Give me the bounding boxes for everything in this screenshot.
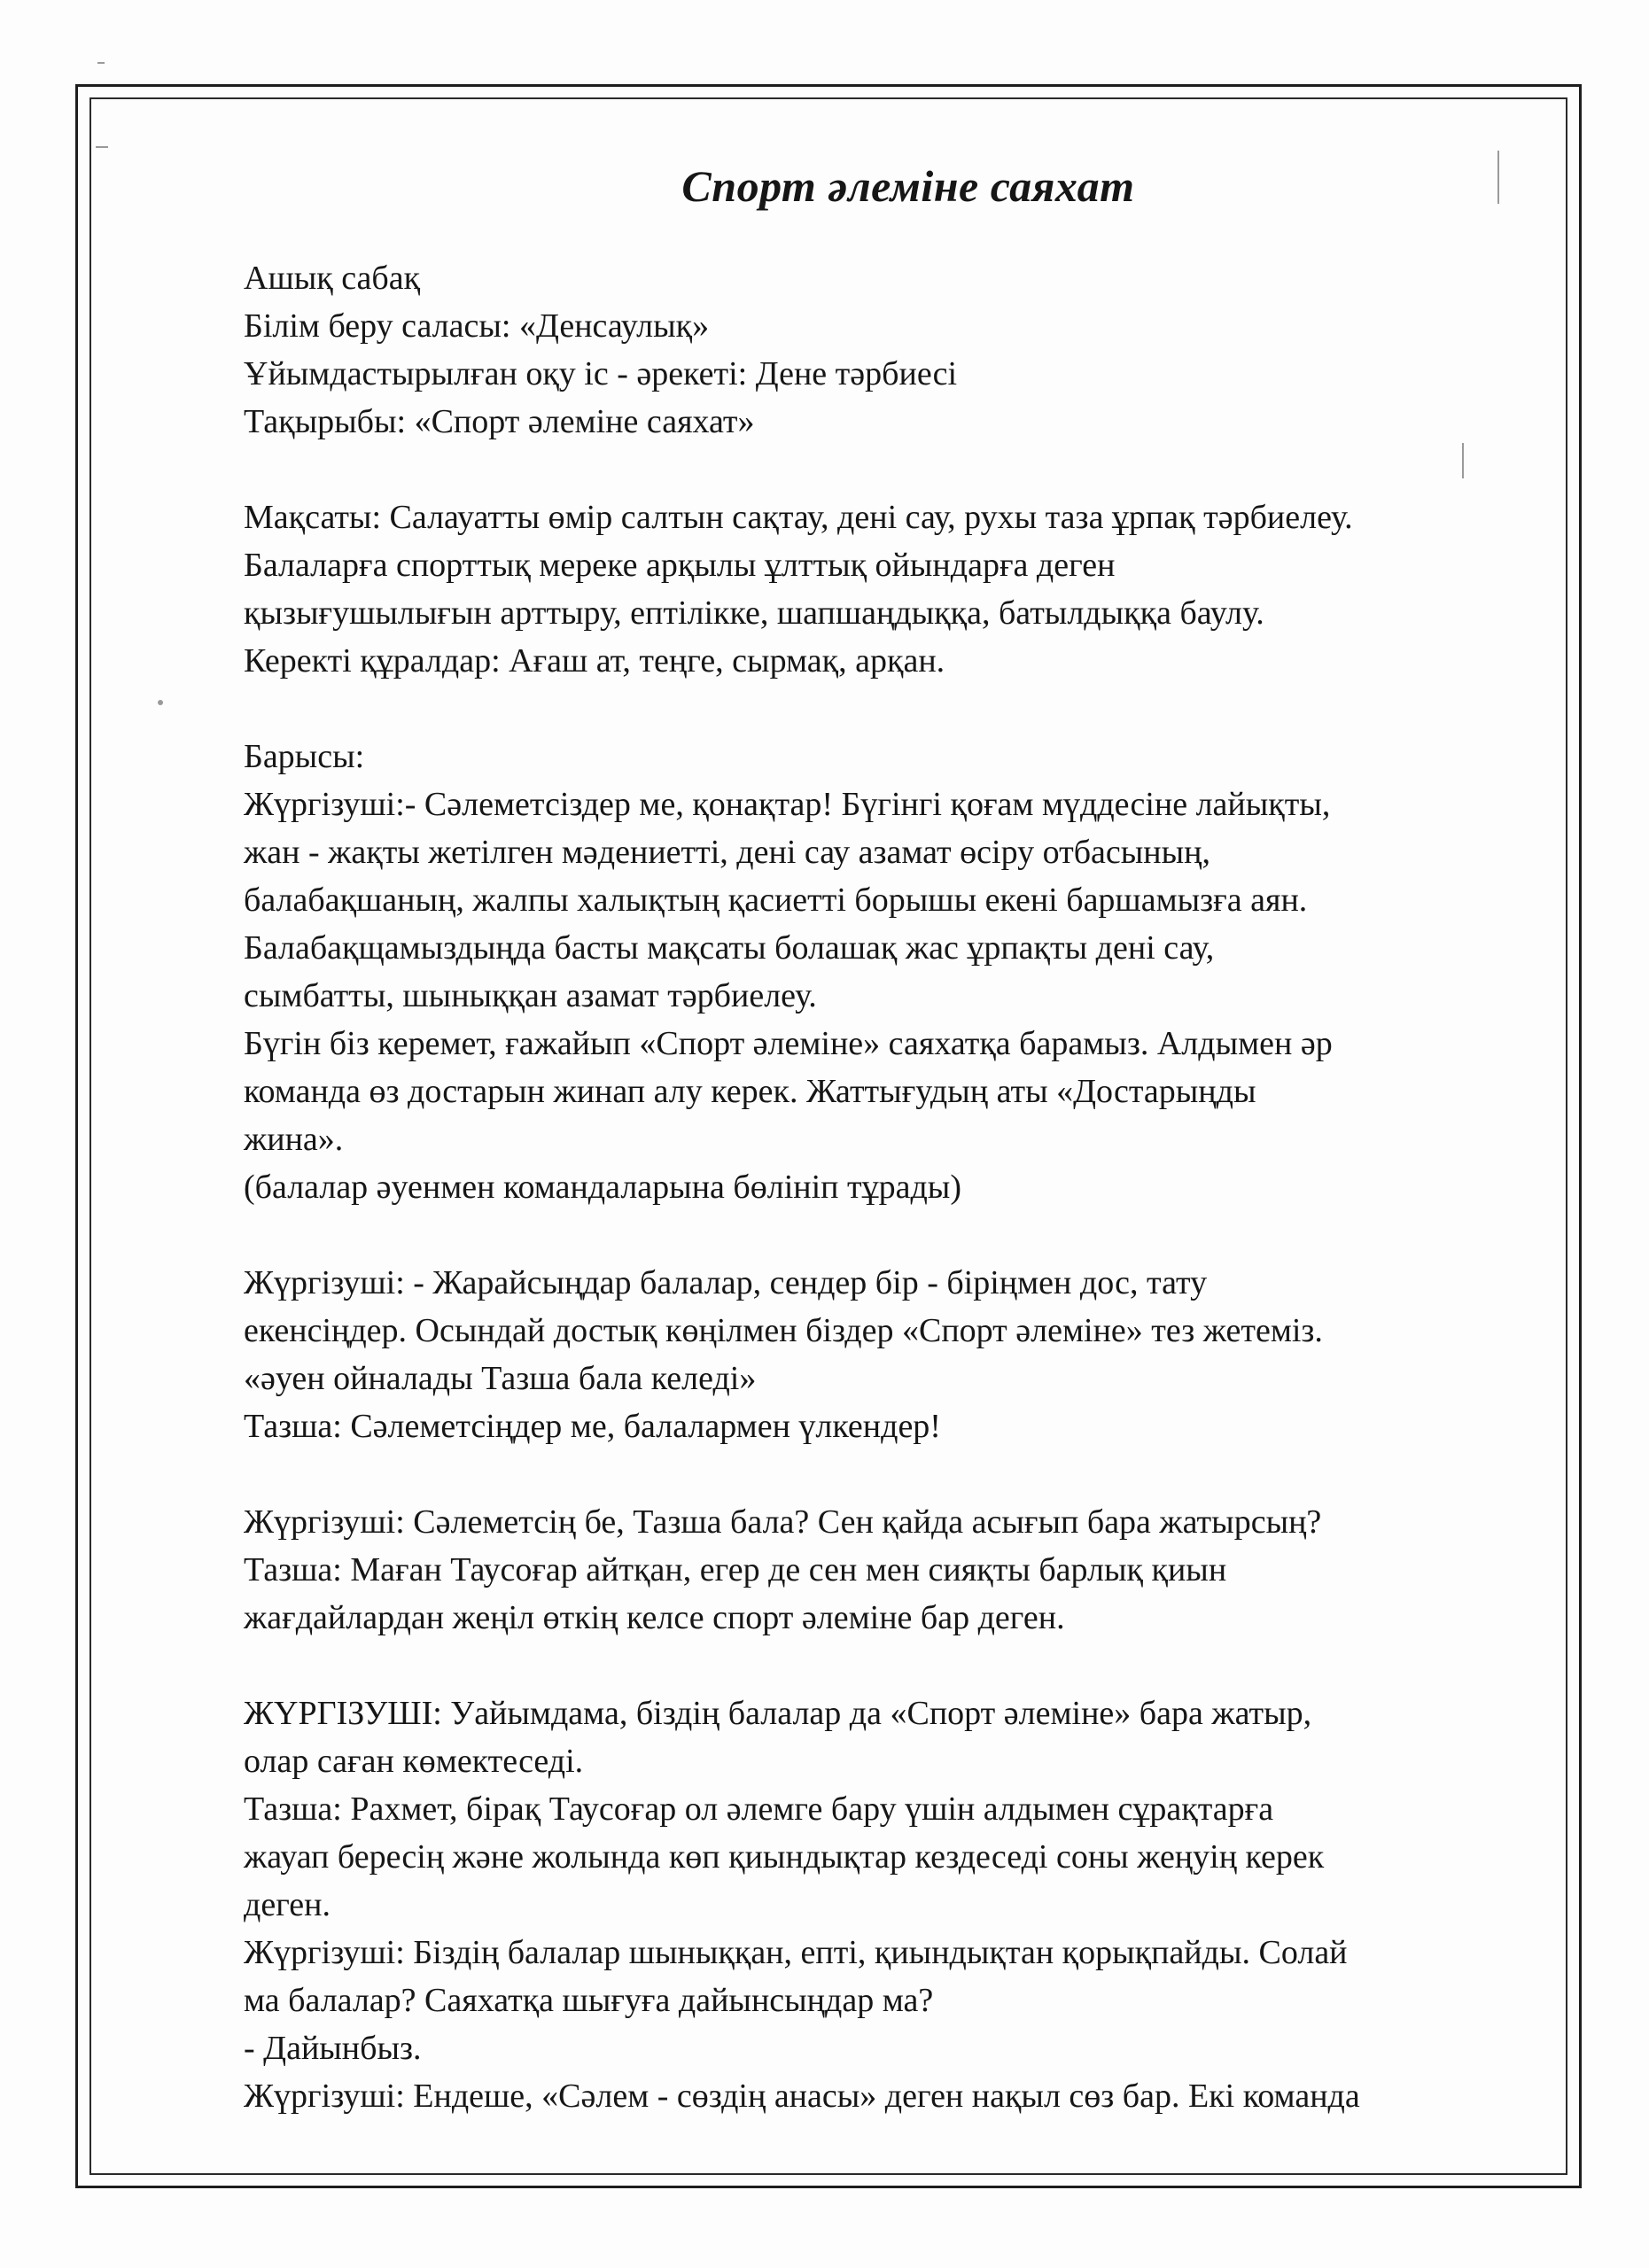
text-line: екенсіңдер. Осындай достық көңілмен біздер «Спорт әлеміне» тез жетеміз. (244, 1312, 1323, 1349)
text-line: ма балалар? Саяхатқа шығуға дайынсыңдар ма? (244, 1982, 934, 2019)
dialogue-paragraph (244, 1259, 1537, 1450)
text-line: жан - жақты жетілген мәдениетті, дені сау азамат өсіру отбасының, (244, 834, 1210, 871)
text-line: Тазша: Маған Таусоғар айтқан, егер де сен мен сияқты барлық қиын (244, 1551, 1227, 1588)
text-line: - Дайынбыз. (244, 2030, 422, 2067)
text-line: Мақсаты: Салауатты өмір салтын сақтау, дені сау, рухы таза ұрпақ тәрбиелеу. (244, 499, 1353, 536)
text-line: (балалар әуенмен командаларына бөлініп тұрады) (244, 1169, 961, 1206)
scan-artifact (97, 62, 105, 64)
text-line: балабақшаның, жалпы халықтың қасиетті борышы екені баршамызға аян. (244, 882, 1308, 919)
text-line: Жүргізуші:- Сәлеметсіздер ме, қонақтар! Бүгінгі қоғам мүддесіне лайықты, (244, 786, 1331, 823)
text-line: Білім беру саласы: «Денсаулық» (244, 307, 710, 345)
scan-artifact (158, 700, 163, 705)
text-line: Ұйымдастырылған оқу іс - әрекеті: Дене тәрбиесі (244, 355, 958, 392)
intro-paragraph (244, 254, 1537, 446)
text-line: Балабақщамыздыңда басты мақсаты болашақ жас ұрпақты дені сау, (244, 929, 1215, 967)
text-line: Тазша: Сәлеметсіңдер ме, балалармен үлкендер! (244, 1408, 941, 1445)
text-line: команда өз достарын жинап алу керек. Жаттығудың аты «Достарыңды (244, 1073, 1256, 1110)
dialogue-paragraph (244, 1498, 1537, 1642)
text-line: олар саған көмектеседі. (244, 1743, 584, 1780)
text-line: сымбатты, шыныққан азамат тәрбиелеу. (244, 977, 817, 1014)
text-line: жина». (244, 1121, 344, 1158)
text-line: Ашық сабақ (244, 260, 421, 297)
text-line: Бүгін біз керемет, ғажайып «Спорт әлеміне» саяхатқа барамыз. Алдымен әр (244, 1025, 1333, 1062)
document-title: Спорт әлеміне саяхат (681, 161, 1135, 211)
text-line: Тазша: Рахмет, бірақ Таусоғар ол әлемге бару үшін алдымен сұрақтарға (244, 1790, 1274, 1828)
text-line: Керекті құралдар: Ағаш ат, теңге, сырмақ, арқан. (244, 642, 945, 680)
text-line: қызығушылығын арттыру, ептілікке, шапшаңдыққа, батылдыққа баулу. (244, 594, 1264, 632)
text-line: Жүргізуші: Біздің балалар шыныққан, епті, қиындықтан қорықпайды. Солай (244, 1934, 1348, 1971)
text-line: жауап бересің және жолында көп қиындықтар кездеседі соны жеңуің керек (244, 1838, 1325, 1876)
text-line: Барысы: (244, 738, 365, 775)
text-line: Тақырыбы: «Спорт әлеміне саяхат» (244, 403, 755, 440)
document-body (244, 155, 1537, 2120)
goals-paragraph (244, 493, 1537, 685)
text-line: Балаларға спорттық мереке арқылы ұлттық ойындарға деген (244, 547, 1116, 584)
text-line: Жүргізуші: - Жарайсыңдар балалар, сендер бір - біріңмен дос, тату (244, 1264, 1208, 1301)
text-line: «әуен ойналады Тазша бала келеді» (244, 1360, 757, 1397)
text-line: ЖҮРГІЗУШІ: Уайымдама, біздің балалар да «Спорт әлеміне» бара жатыр, (244, 1695, 1312, 1732)
text-line: жағдайлардан жеңіл өткің келсе спорт әлеміне бар деген. (244, 1599, 1065, 1636)
text-line: деген. (244, 1886, 331, 1923)
progress-paragraph (244, 733, 1537, 1211)
text-line: Жүргізуші: Сәлеметсің бе, Тазша бала? Сен қайда асығып бара жатырсың? (244, 1503, 1322, 1541)
scan-artifact (96, 146, 108, 148)
text-line: Жүргізуші: Ендеше, «Сәлем - сөздің анасы» деген нақыл сөз бар. Екі команда (244, 2078, 1360, 2115)
dialogue-paragraph (244, 1689, 1537, 2120)
